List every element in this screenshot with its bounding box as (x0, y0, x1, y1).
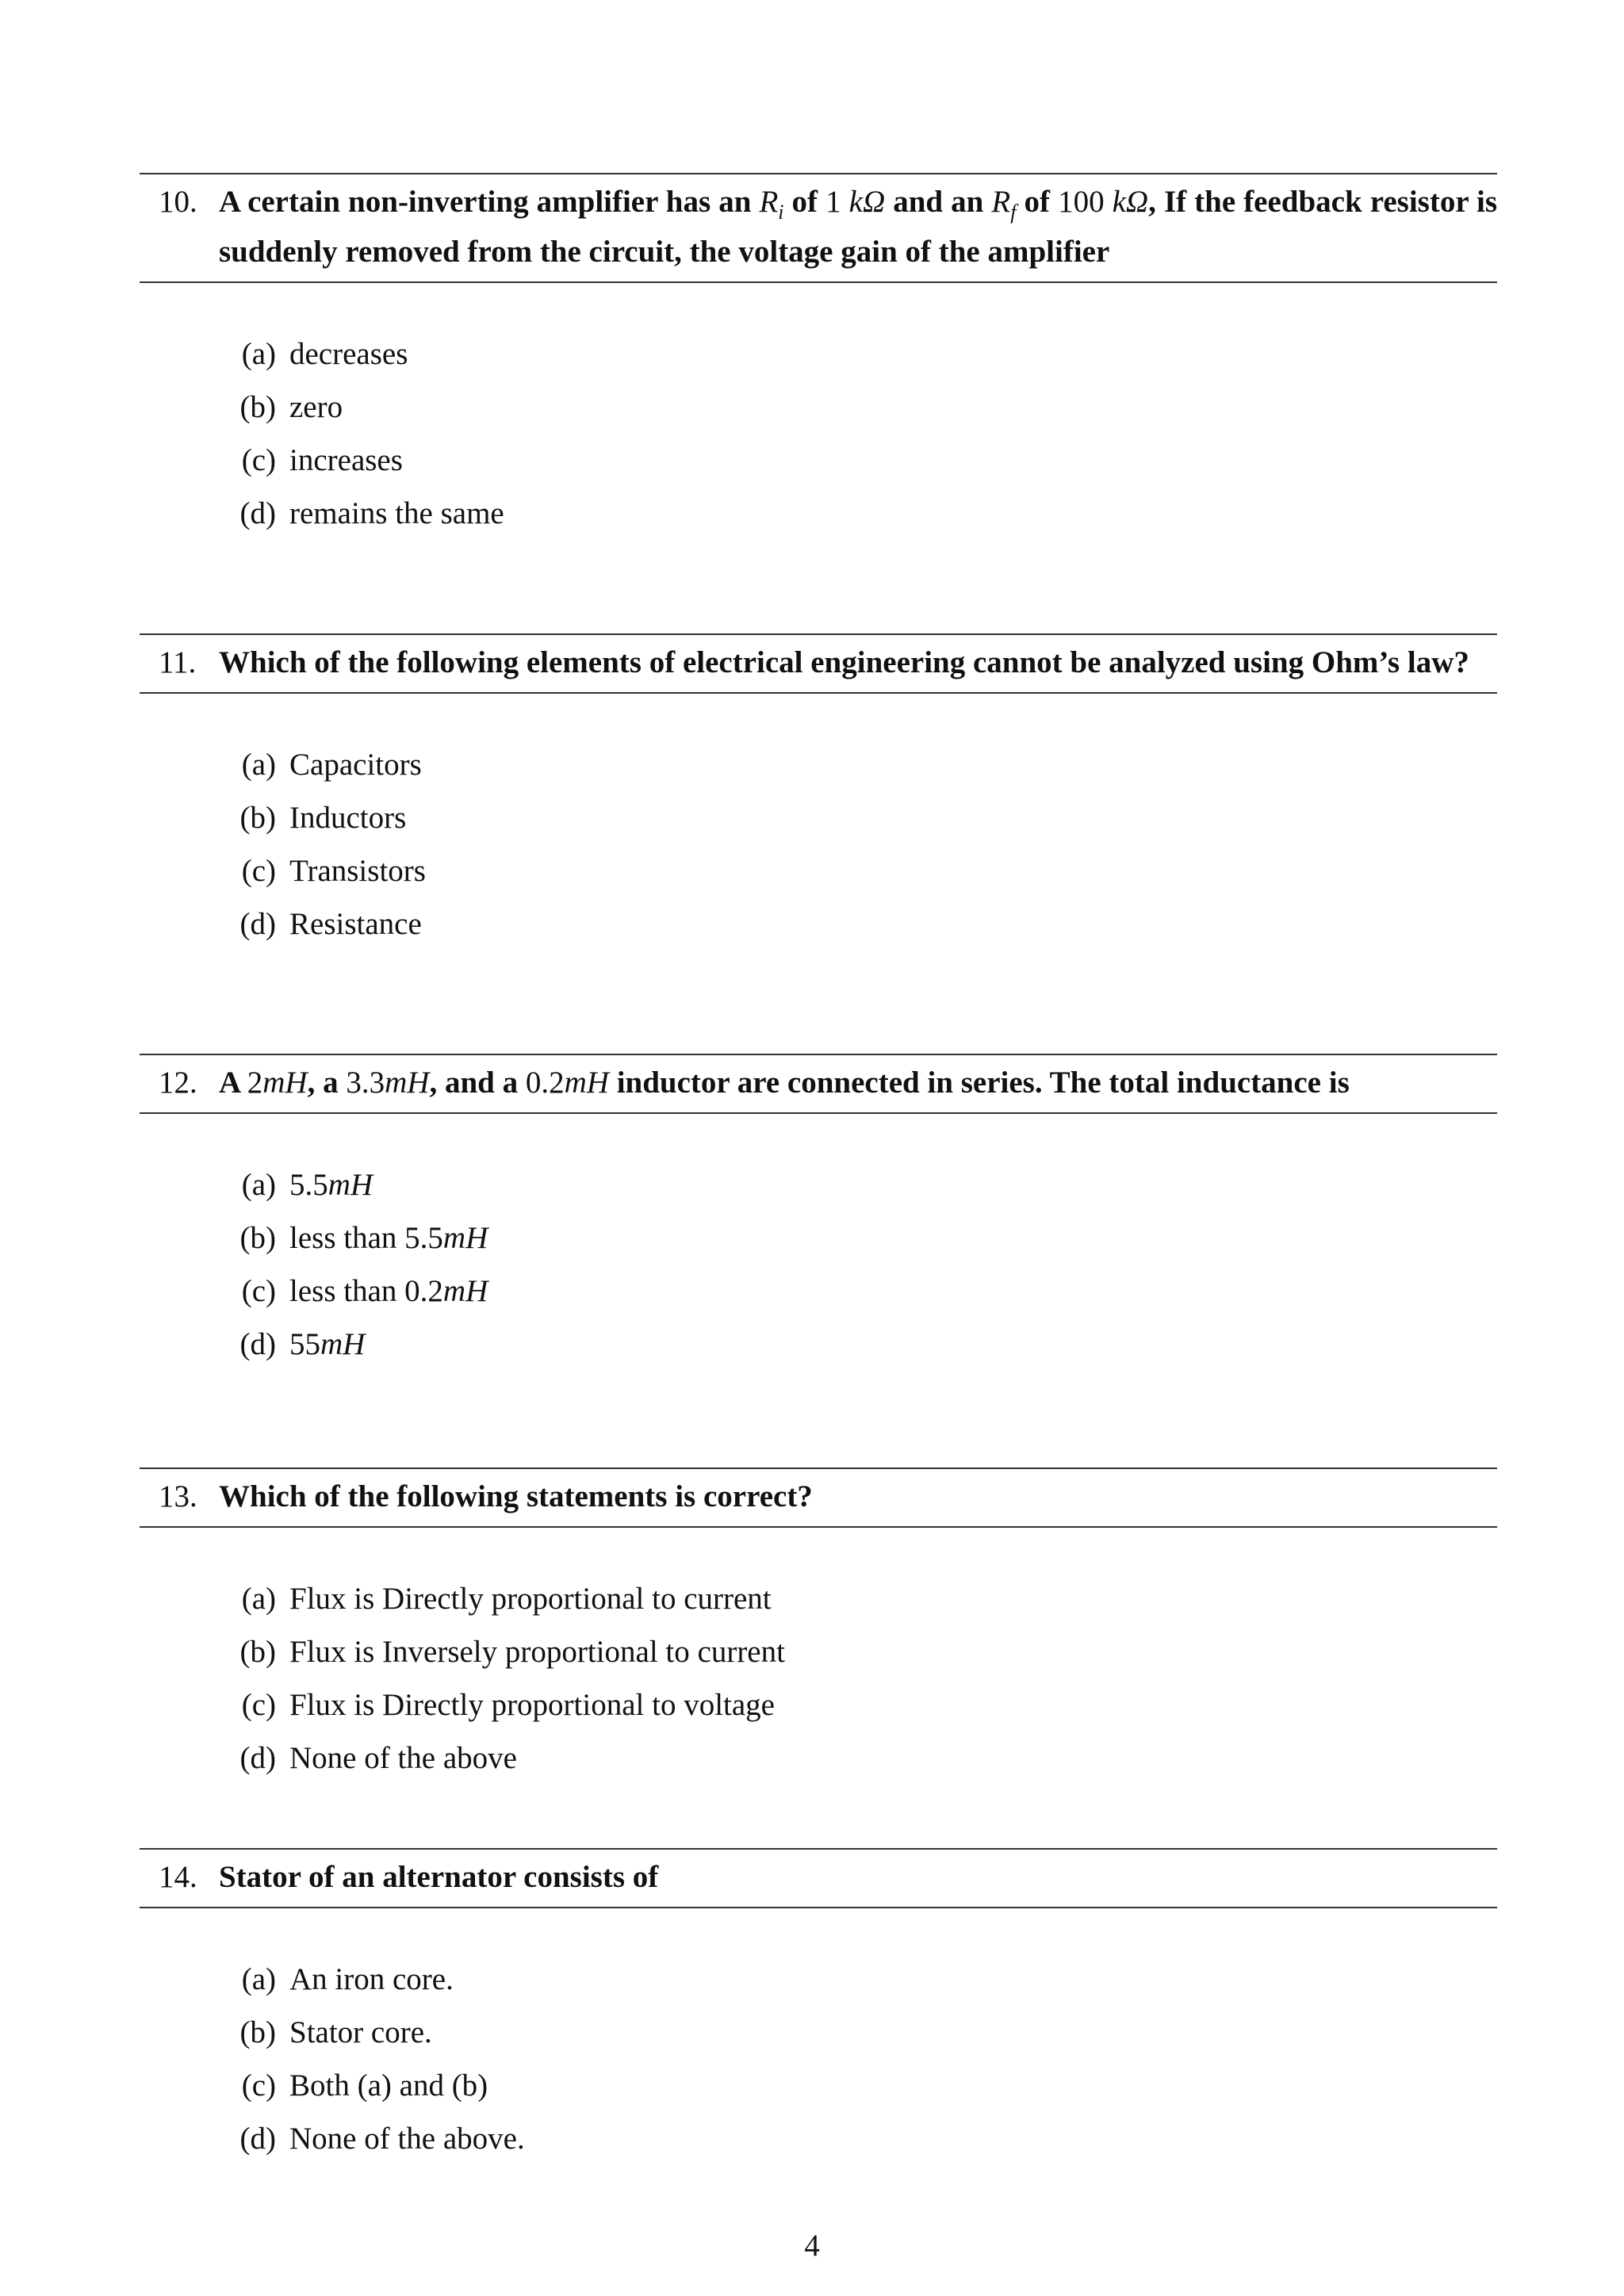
option-b: (b) Inductors (239, 801, 407, 835)
question-13 (140, 1468, 1497, 1785)
question-number: 11. (159, 645, 197, 679)
question-text: A 2mH, a 3.3mH, and a 0.2mH inductor are connected in series. The total inductance is (219, 1066, 1350, 1100)
option-a: (a) An iron core. (241, 1962, 454, 1996)
question-number: 14. (159, 1860, 197, 1894)
option-c: (c) increases (241, 442, 403, 477)
question-14 (140, 1848, 1497, 2165)
option-b: (b) zero (239, 389, 343, 424)
option-b: (b) less than 5.5mH (239, 1221, 488, 1255)
option-c: (c) Both (a) and (b) (241, 2068, 488, 2103)
option-a: (a) Capacitors (241, 748, 422, 782)
question-box (140, 633, 1497, 694)
question-text: Which of the following statements is correct? (219, 1479, 813, 1513)
option-a: (a) decreases (241, 336, 408, 371)
options-list (140, 1953, 1497, 2165)
question-box (140, 1468, 1497, 1528)
page-number: 4 (804, 2229, 820, 2263)
option-d: (d) Resistance (239, 907, 422, 941)
question-box (140, 173, 1497, 283)
option-b: (b) Flux is Inversely proportional to current (239, 1635, 785, 1669)
question-11 (140, 633, 1497, 951)
question-box (140, 1848, 1497, 1908)
option-a: (a) Flux is Directly proportional to current (241, 1582, 772, 1616)
question-text: Stator of an alternator consists of (219, 1860, 659, 1894)
option-c: (c) less than 0.2mH (241, 1274, 488, 1308)
option-b: (b) Stator core. (239, 2015, 432, 2049)
question-10 (140, 173, 1497, 540)
option-a: (a) 5.5mH (241, 1168, 373, 1202)
option-d: (d) None of the above (239, 1741, 517, 1775)
question-number: 12. (159, 1066, 197, 1100)
option-d: (d) remains the same (239, 496, 504, 530)
options-list (140, 1572, 1497, 1785)
option-c: (c) Flux is Directly proportional to voltage (241, 1688, 775, 1722)
options-list (140, 1158, 1497, 1371)
question-number: 13. (159, 1479, 197, 1513)
options-list (140, 738, 1497, 951)
question-number: 10. (159, 185, 197, 219)
question-12 (140, 1054, 1497, 1371)
option-d: (d) 55mH (239, 1327, 366, 1361)
question-text: A certain non-inverting amplifier has an $R_i$ of 1 kΩ and an $R_f$ of 100 kΩ, If the feedback resistor is suddenly removed from the circuit, the voltage gain of the amplifier (219, 185, 1497, 269)
option-c: (c) Transistors (241, 854, 426, 888)
question-text: Which of the following elements of electrical engineering cannot be analyzed using Ohm’s law? (219, 645, 1469, 679)
options-list (140, 327, 1497, 540)
question-box (140, 1054, 1497, 1114)
option-d: (d) None of the above. (239, 2122, 525, 2156)
